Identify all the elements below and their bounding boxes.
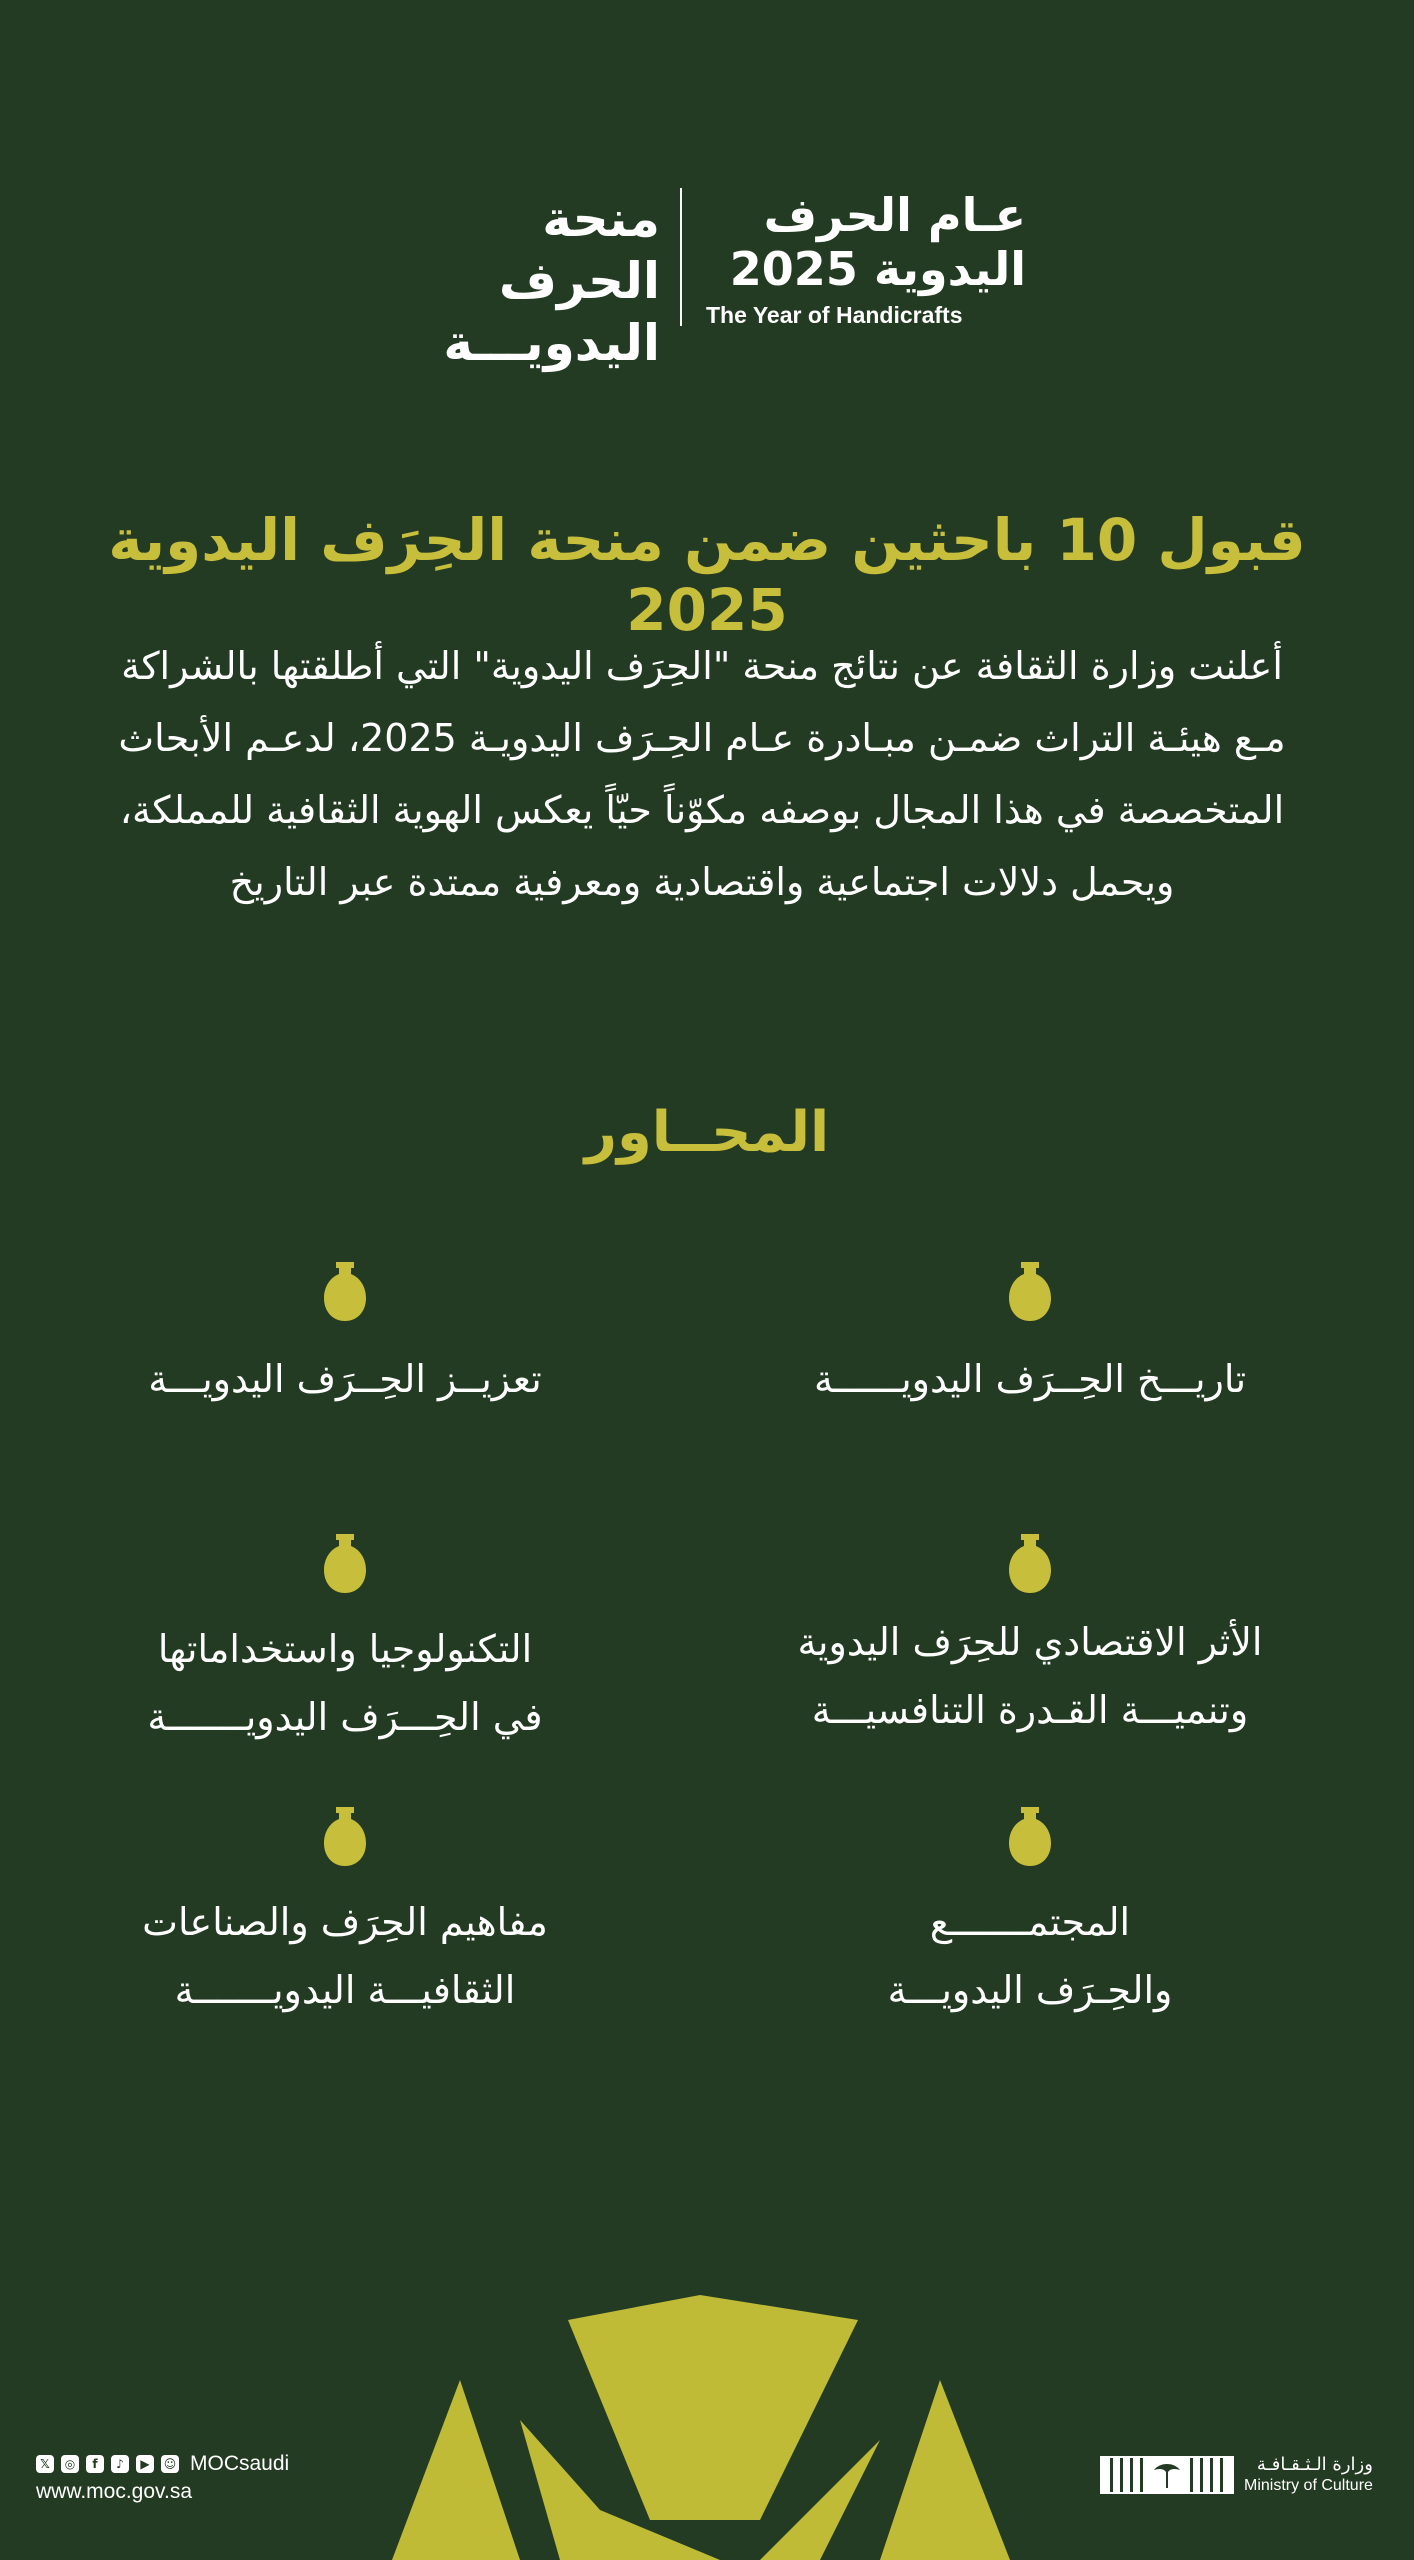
ministry-name-en: Ministry of Culture <box>1244 2477 1373 2494</box>
headline: قبول 10 باحثين ضمن منحة الحِرَف اليدوية 2025 <box>108 506 1306 644</box>
axis-item <box>760 1888 1300 2024</box>
vase-icon <box>1008 1260 1052 1322</box>
intro-paragraph <box>90 630 1314 918</box>
year-logo-line2: اليدوية 2025 <box>729 242 1026 296</box>
axis-item-text: والحِـرَف اليدويـــة <box>887 1968 1173 2012</box>
axis-item <box>80 1888 610 2024</box>
axis-item-text: مفاهيم الحِرَف والصناعات <box>142 1900 548 1944</box>
grant-logo-line2: اليدويـــة <box>443 314 660 372</box>
x-icon[interactable]: 𝕏 <box>36 2455 54 2473</box>
axis-item-text: تعزيــز الحِــرَف اليدويـــة <box>148 1357 542 1401</box>
year-logo-line1: عـام الحرف <box>763 188 1026 242</box>
intro-line: مـع هيئـة التراث ضمـن مبـادرة عـام الحِـرَف اليدويـة 2025، لدعـم الأبحاث <box>118 716 1286 760</box>
axis-item-text: الثقافيـــة اليدويـــــــة <box>174 1968 516 2012</box>
instagram-icon[interactable]: ◎ <box>61 2455 79 2473</box>
snapchat-icon[interactable]: ☺ <box>161 2455 179 2473</box>
year-logo-english: The Year of Handicrafts <box>706 302 963 328</box>
moc-mark-icon <box>1100 2452 1234 2498</box>
ministry-of-culture-logo <box>1100 2452 1380 2498</box>
social-handle[interactable]: MOCsaudi <box>190 2452 290 2475</box>
website-link[interactable]: www.moc.gov.sa <box>36 2480 192 2503</box>
header-divider <box>680 188 682 326</box>
axes-title: المحــاور <box>584 1100 830 1165</box>
axis-item <box>80 1345 610 1413</box>
vase-icon <box>323 1260 367 1322</box>
grant-logo-line1: منحة الحرف <box>498 190 660 310</box>
youtube-icon[interactable]: ▶ <box>136 2455 154 2473</box>
intro-line: ويحمل دلالات اجتماعية واقتصادية ومعرفية ممتدة عبر التاريخ <box>229 860 1175 904</box>
axis-item <box>760 1345 1300 1413</box>
vase-icon <box>1008 1532 1052 1594</box>
vase-icon <box>323 1532 367 1594</box>
axis-item-text: في الحِـــرَف اليدويـــــــة <box>147 1695 543 1739</box>
year-of-handicrafts-logo <box>706 188 1026 329</box>
grant-logo <box>370 188 660 374</box>
social-links <box>36 2452 289 2476</box>
facebook-icon[interactable]: f <box>86 2455 104 2473</box>
axis-item-text: التكنولوجيا واستخداماتها <box>157 1627 533 1671</box>
vase-icon <box>1008 1805 1052 1867</box>
axis-item-text: وتنميـــة القـدرة التنافسيـــة <box>811 1688 1249 1732</box>
axis-item-text: الأثر الاقتصادي للحِرَف اليدوية <box>797 1620 1263 1664</box>
ministry-name-ar: وزارة الـثـقـافـة <box>1256 2454 1373 2475</box>
axis-item-text: المجتمـــــــع <box>929 1900 1131 1944</box>
vase-icon <box>323 1805 367 1867</box>
intro-line: المتخصصة في هذا المجال بوصفه مكوّناً حيّاً يعكس الهوية الثقافية للمملكة، <box>119 788 1285 832</box>
axis-item <box>80 1615 610 1751</box>
axis-item-text: تاريـــخ الحِــرَف اليدويــــــة <box>813 1357 1247 1401</box>
axis-item <box>760 1608 1300 1744</box>
tiktok-icon[interactable]: ♪ <box>111 2455 129 2473</box>
decorative-pattern <box>0 2290 1414 2560</box>
intro-line: أعلنت وزارة الثقافة عن نتائج منحة "الحِرَف اليدوية" التي أطلقتها بالشراكة <box>121 644 1283 688</box>
